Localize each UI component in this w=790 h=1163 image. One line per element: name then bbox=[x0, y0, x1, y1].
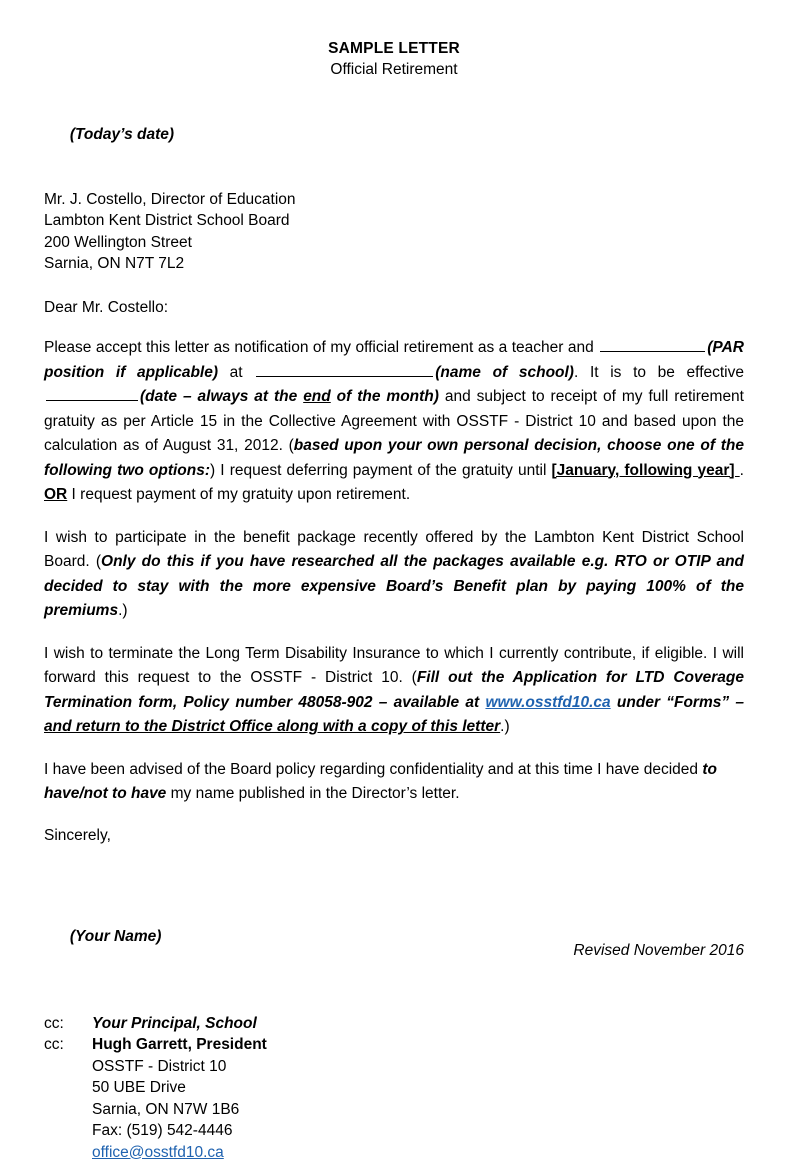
paragraph-retirement-notice bbox=[44, 336, 744, 508]
p1-seg15: I request payment of my gratuity upon retirement. bbox=[67, 486, 410, 503]
blank-par-position[interactable] bbox=[600, 338, 705, 352]
cc-email-row bbox=[44, 1142, 744, 1163]
p1-or-connector: OR bbox=[44, 486, 67, 503]
date-placeholder-text: (Today’s date) bbox=[70, 126, 174, 143]
p1-school-name-note: (name of school) bbox=[435, 364, 574, 381]
blank-school-name[interactable] bbox=[256, 363, 433, 377]
p1-seg5: . It is to be effective bbox=[574, 364, 744, 381]
p3-seg4: under “Forms” – bbox=[611, 694, 744, 711]
cc-label-2: cc: bbox=[44, 1034, 92, 1056]
osstf-website-link[interactable]: www.osstfd10.ca bbox=[485, 694, 610, 711]
revision-footer-text: Revised November 2016 bbox=[573, 942, 744, 959]
p1-par-position-note: (PAR position if applicable) bbox=[44, 339, 744, 381]
page-title: SAMPLE LETTER bbox=[44, 38, 744, 59]
p1-date-note-end: end bbox=[303, 388, 331, 405]
cc-fax: Fax: (519) 542-4446 bbox=[44, 1120, 744, 1142]
p1-options-instruction: based upon your own personal decision, choose one of the following two options: bbox=[44, 437, 744, 479]
paragraph-confidentiality bbox=[44, 758, 744, 807]
signature-name-text: (Your Name) bbox=[70, 928, 162, 945]
cc-row-president bbox=[44, 1034, 744, 1056]
p3-ltd-note: Fill out the Application for LTD Coverage Termination form, Policy number 48058-902 – available at bbox=[44, 669, 744, 711]
closing-sincerely: Sincerely, bbox=[44, 825, 744, 847]
p1-seg13: . bbox=[740, 462, 744, 479]
p1-deferral-date: [January, following year] bbox=[552, 462, 740, 479]
letter-heading bbox=[44, 38, 744, 80]
p4-seg1: I have been advised of the Board policy regarding confidentiality and at this time I have decided bbox=[44, 761, 702, 778]
p4-seg3: my name published in the Director’s letter. bbox=[166, 785, 459, 802]
cc-org: OSSTF - District 10 bbox=[44, 1056, 744, 1078]
p3-seg1: I wish to terminate the Long Term Disability Insurance to which I currently contribute, if eligible. I will forward this request to the OSSTF - District 10. ( bbox=[44, 645, 744, 687]
cc-city: Sarnia, ON N7W 1B6 bbox=[44, 1099, 744, 1121]
p1-seg11: ) I request deferring payment of the gratuity until bbox=[210, 462, 551, 479]
cc-email-link[interactable]: office@osstfd10.ca bbox=[92, 1144, 224, 1161]
p1-date-note-a: (date – always at the bbox=[140, 388, 303, 405]
blank-effective-date[interactable] bbox=[46, 387, 138, 401]
paragraph-benefit-package bbox=[44, 526, 744, 624]
p2-seg3: .) bbox=[118, 602, 127, 619]
p3-seg6: .) bbox=[500, 718, 509, 735]
p2-seg1: I wish to participate in the benefit package recently offered by the Lambton Kent District School Board. ( bbox=[44, 529, 744, 571]
salutation: Dear Mr. Costello: bbox=[44, 297, 744, 319]
paragraph-ltd-termination bbox=[44, 642, 744, 740]
date-placeholder bbox=[44, 102, 744, 167]
revision-footer bbox=[44, 940, 744, 961]
p1-seg3: at bbox=[218, 364, 254, 381]
p1-seg1: Please accept this letter as notification of my official retirement as a teacher and bbox=[44, 339, 598, 356]
recipient-line-4: Sarnia, ON N7T 7L2 bbox=[44, 253, 744, 275]
cc-recipient-president: Hugh Garrett, President bbox=[92, 1034, 744, 1056]
p3-return-instruction: and return to the District Office along with a copy of this letter bbox=[44, 718, 500, 735]
cc-street: 50 UBE Drive bbox=[44, 1077, 744, 1099]
recipient-line-1: Mr. J. Costello, Director of Education bbox=[44, 189, 744, 211]
p2-benefit-note: Only do this if you have researched all the packages available e.g. RTO or OTIP and decided to stay with the more expensive Board’s Benefit plan by paying 100% of the premiums bbox=[44, 553, 744, 619]
cc-label-1: cc: bbox=[44, 1013, 92, 1035]
p1-date-note-b: of the month) bbox=[331, 388, 439, 405]
p4-have-or-not-choice: to have/not to have bbox=[44, 761, 717, 803]
letter-body bbox=[44, 38, 744, 1163]
cc-recipient-principal: Your Principal, School bbox=[92, 1013, 744, 1035]
recipient-line-3: 200 Wellington Street bbox=[44, 232, 744, 254]
p1-seg9: and subject to receipt of my full retirement gratuity as per Article 15 in the Collective Agreement with OSSTF - District 10 and based upon the calculation as of August 31, 2012. ( bbox=[44, 388, 744, 454]
page-subtitle: Official Retirement bbox=[44, 59, 744, 80]
cc-list bbox=[44, 1013, 744, 1163]
recipient-line-2: Lambton Kent District School Board bbox=[44, 210, 744, 232]
cc-row-principal bbox=[44, 1013, 744, 1035]
